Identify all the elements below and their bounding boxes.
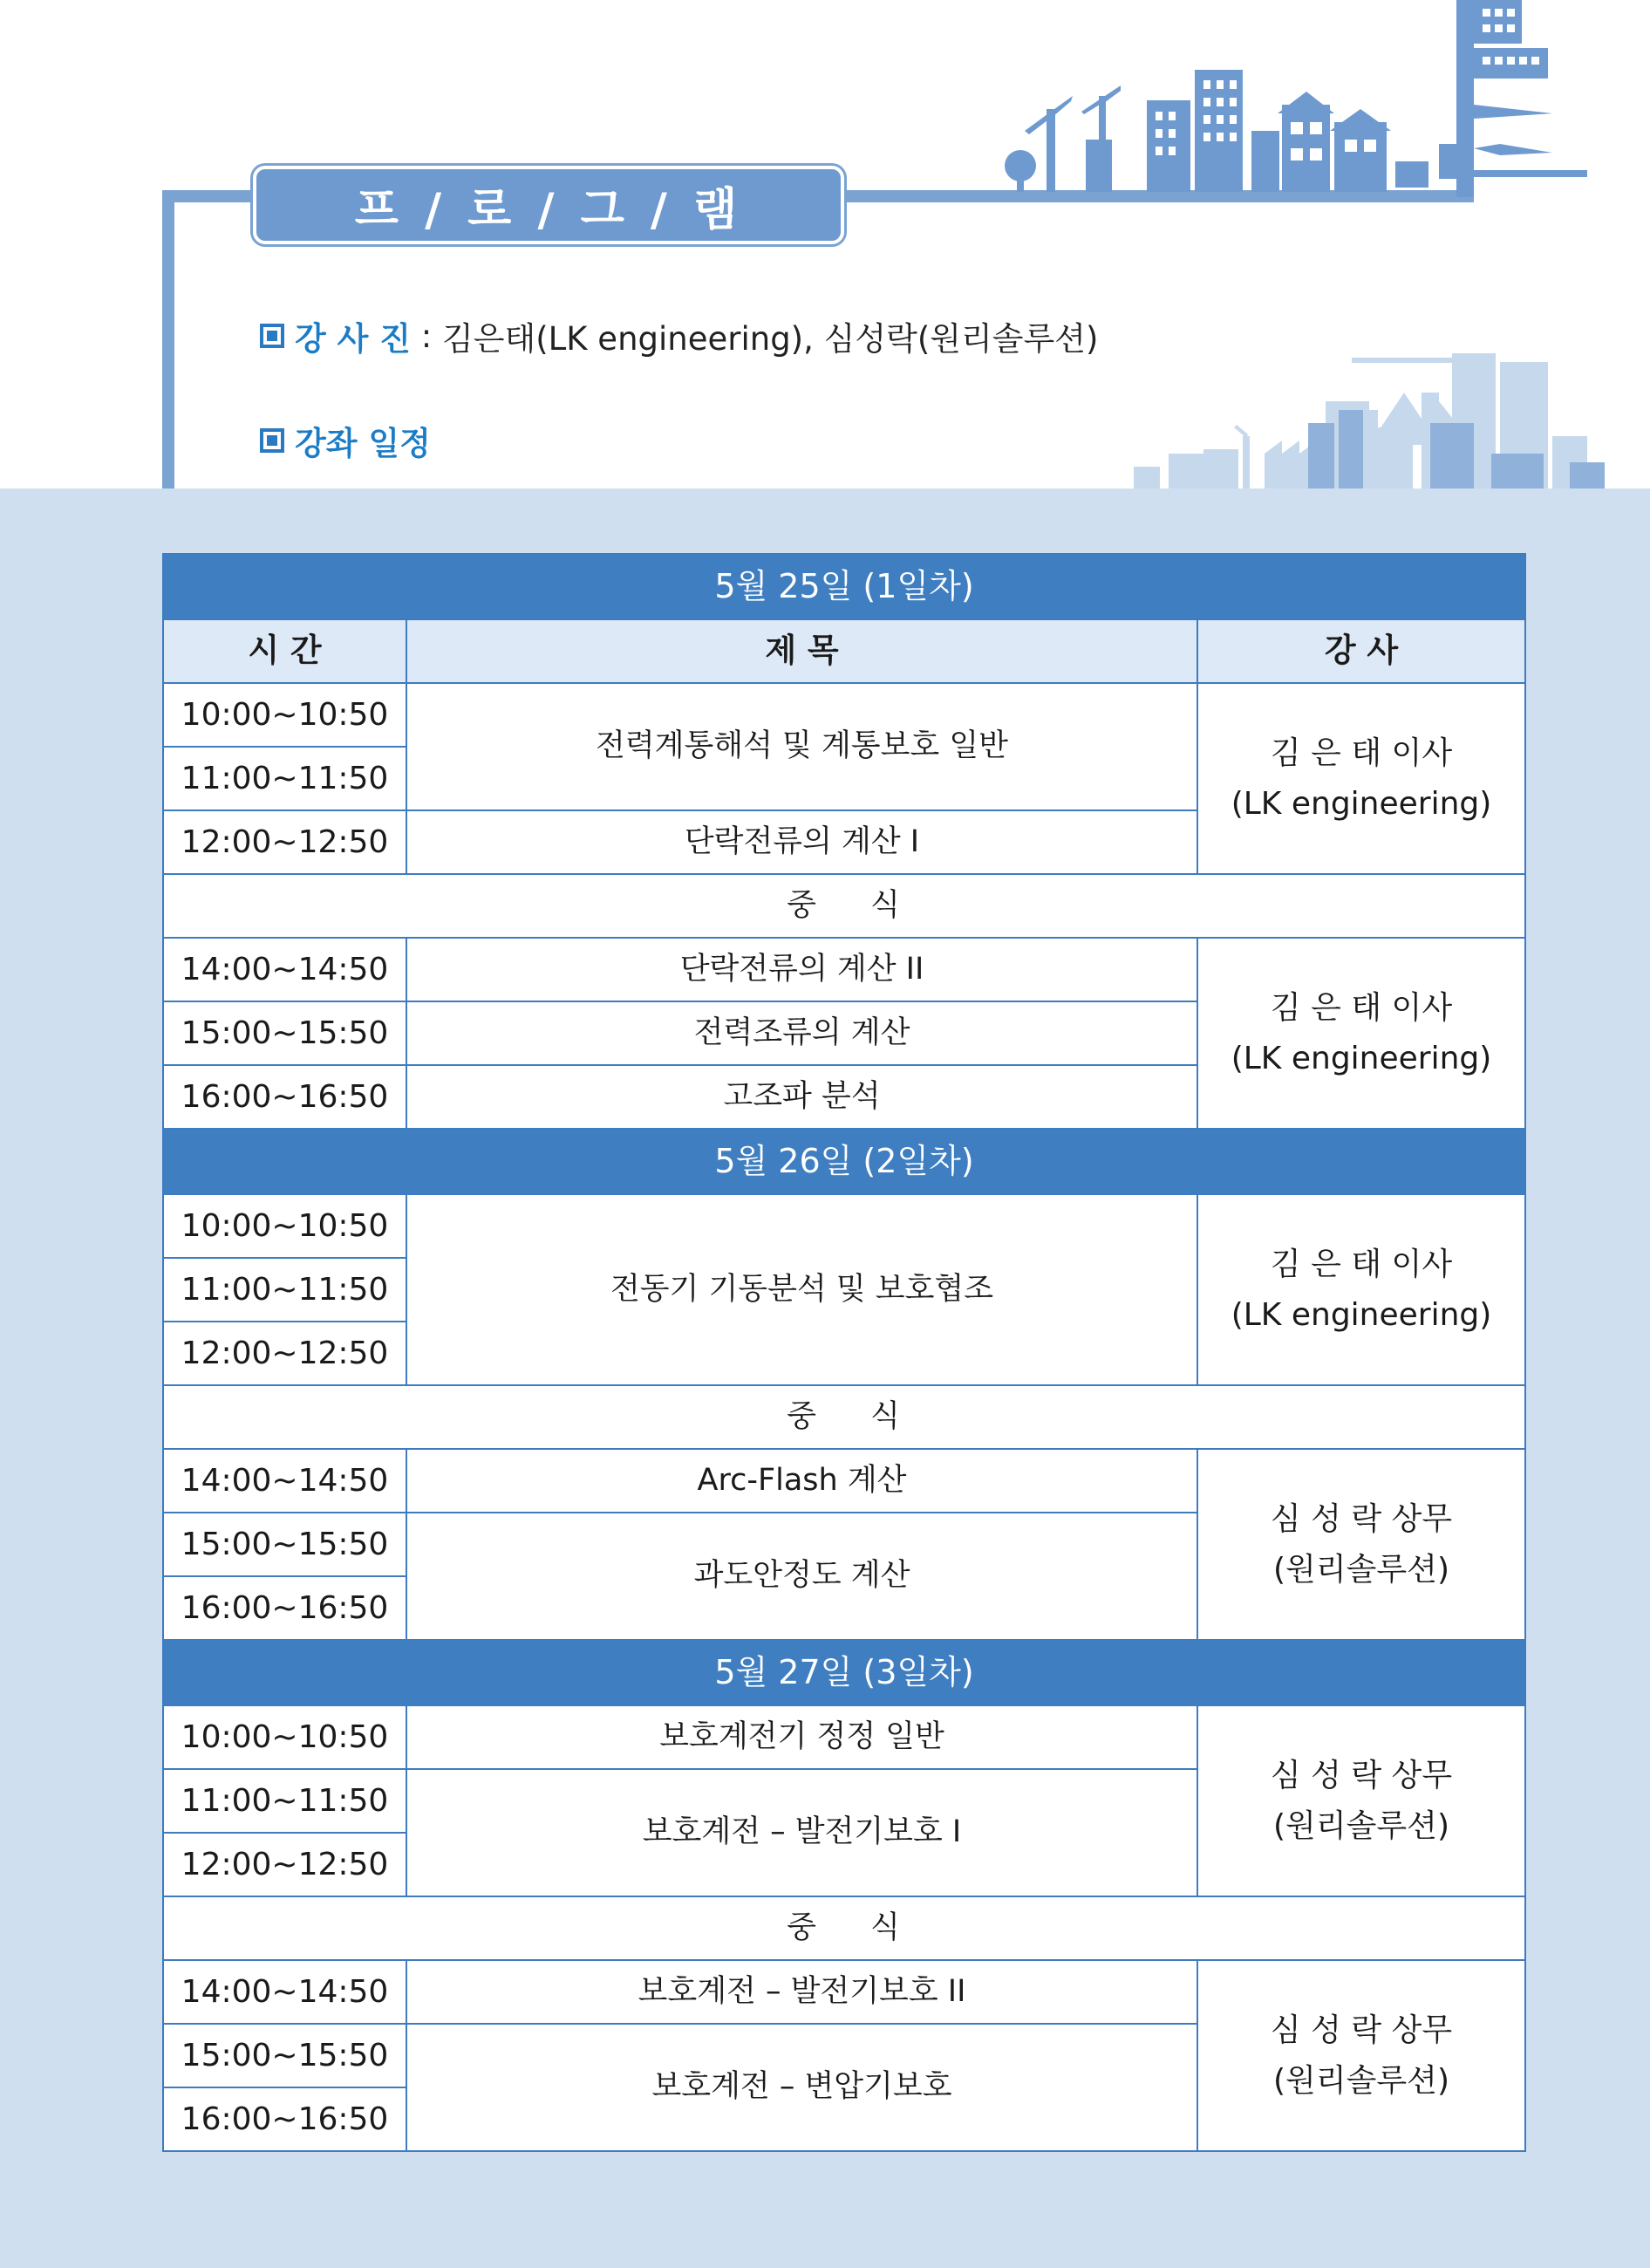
lunch-row	[163, 1385, 1525, 1449]
lunch-text: 중	[787, 1398, 818, 1434]
instructor-org: (원리솔루션)	[1273, 1551, 1449, 1588]
instructor-name: 김 은 태 이사	[1270, 1246, 1453, 1282]
instructors-label: 강 사 진	[295, 320, 411, 358]
lunch-text: 중	[787, 1909, 818, 1945]
title-cell: 보호계전 – 발전기보호 II	[406, 1960, 1197, 2024]
instructor-cell	[1197, 1960, 1525, 2151]
lunch-cell	[163, 1385, 1525, 1449]
time-cell: 15:00~15:50	[163, 1513, 406, 1576]
instructor-org: (원리솔루션)	[1273, 2062, 1449, 2099]
day-header-row	[163, 1640, 1525, 1705]
square-bullet-icon	[260, 428, 284, 453]
time-cell: 14:00~14:50	[163, 1960, 406, 2024]
instructor-cell	[1197, 1449, 1525, 1640]
frame-line-left	[162, 190, 174, 488]
lunch-text: 중	[787, 887, 818, 923]
column-header-title: 제 목	[406, 619, 1197, 683]
day-header: 5월 27일 (3일차)	[163, 1640, 1525, 1705]
time-cell: 10:00~10:50	[163, 683, 406, 747]
title-cell: 보호계전기 정정 일반	[406, 1705, 1197, 1769]
day-header: 5월 26일 (2일차)	[163, 1129, 1525, 1194]
city-skyline-illustration	[942, 0, 1587, 197]
title-cell: Arc-Flash 계산	[406, 1449, 1197, 1513]
instructor-name: 김 은 태 이사	[1270, 734, 1453, 771]
frame-line-top-left	[162, 190, 258, 202]
schedule-heading	[260, 417, 431, 464]
schedule-heading-label: 강좌 일정	[295, 425, 431, 462]
column-header-row	[163, 619, 1525, 683]
time-cell: 15:00~15:50	[163, 2024, 406, 2087]
time-cell: 14:00~14:50	[163, 1449, 406, 1513]
time-cell: 11:00~11:50	[163, 1769, 406, 1833]
table-row	[163, 938, 1525, 1001]
instructor-name: 심 성 락 상무	[1270, 1757, 1453, 1793]
table-row	[163, 1194, 1525, 1258]
title-cell: 전력계통해석 및 계통보호 일반	[406, 683, 1197, 810]
instructor-org: (LK engineering)	[1231, 1296, 1492, 1333]
time-cell: 14:00~14:50	[163, 938, 406, 1001]
title-cell: 과도안정도 계산	[406, 1513, 1197, 1640]
title-cell: 전동기 기동분석 및 보호협조	[406, 1194, 1197, 1385]
time-cell: 16:00~16:50	[163, 1065, 406, 1129]
table-row	[163, 1960, 1525, 2024]
instructor-name: 심 성 락 상무	[1270, 1500, 1453, 1537]
title-cell: 고조파 분석	[406, 1065, 1197, 1129]
time-cell: 16:00~16:50	[163, 2087, 406, 2151]
lunch-text: 식	[870, 1909, 902, 1945]
title-cell: 단락전류의 계산 II	[406, 938, 1197, 1001]
title-cell: 보호계전 – 변압기보호	[406, 2024, 1197, 2151]
program-title: 프 / 로 / 그 / 램	[253, 166, 844, 244]
time-cell: 11:00~11:50	[163, 1258, 406, 1322]
lunch-row	[163, 874, 1525, 938]
instructor-org: (LK engineering)	[1231, 785, 1492, 822]
instructor-name: 김 은 태 이사	[1270, 989, 1453, 1026]
instructor-cell	[1197, 1705, 1525, 1896]
table-row	[163, 1449, 1525, 1513]
time-cell: 12:00~12:50	[163, 1833, 406, 1896]
square-bullet-icon	[260, 324, 284, 348]
day-header: 5월 25일 (1일차)	[163, 554, 1525, 619]
day-header-row	[163, 554, 1525, 619]
instructor-cell	[1197, 938, 1525, 1129]
time-cell: 15:00~15:50	[163, 1001, 406, 1065]
table-row	[163, 683, 1525, 747]
lunch-cell	[163, 1896, 1525, 1960]
lunch-row	[163, 1896, 1525, 1960]
instructor-org: (LK engineering)	[1231, 1040, 1492, 1076]
time-cell: 12:00~12:50	[163, 1322, 406, 1385]
day-header-row	[163, 1129, 1525, 1194]
schedule-table	[162, 553, 1526, 2152]
title-cell: 전력조류의 계산	[406, 1001, 1197, 1065]
time-cell: 10:00~10:50	[163, 1705, 406, 1769]
column-header-time: 시 간	[163, 619, 406, 683]
time-cell: 10:00~10:50	[163, 1194, 406, 1258]
time-cell: 11:00~11:50	[163, 747, 406, 810]
lunch-text: 식	[870, 1398, 902, 1434]
instructor-name: 심 성 락 상무	[1270, 2012, 1453, 2048]
title-cell: 단락전류의 계산 I	[406, 810, 1197, 874]
time-cell: 16:00~16:50	[163, 1576, 406, 1640]
instructors-line	[260, 312, 1098, 359]
time-cell: 12:00~12:50	[163, 810, 406, 874]
title-cell: 보호계전 – 발전기보호 I	[406, 1769, 1197, 1896]
instructor-org: (원리솔루션)	[1273, 1807, 1449, 1844]
instructors-separator: :	[411, 317, 442, 355]
industrial-skyline-illustration	[1108, 340, 1613, 488]
lunch-cell	[163, 874, 1525, 938]
instructors-value: 김은태(LK engineering), 심성락(원리솔루션)	[442, 320, 1099, 358]
instructor-cell	[1197, 683, 1525, 874]
lunch-text: 식	[870, 887, 902, 923]
column-header-instructor: 강 사	[1197, 619, 1525, 683]
table-row	[163, 1705, 1525, 1769]
instructor-cell	[1197, 1194, 1525, 1385]
